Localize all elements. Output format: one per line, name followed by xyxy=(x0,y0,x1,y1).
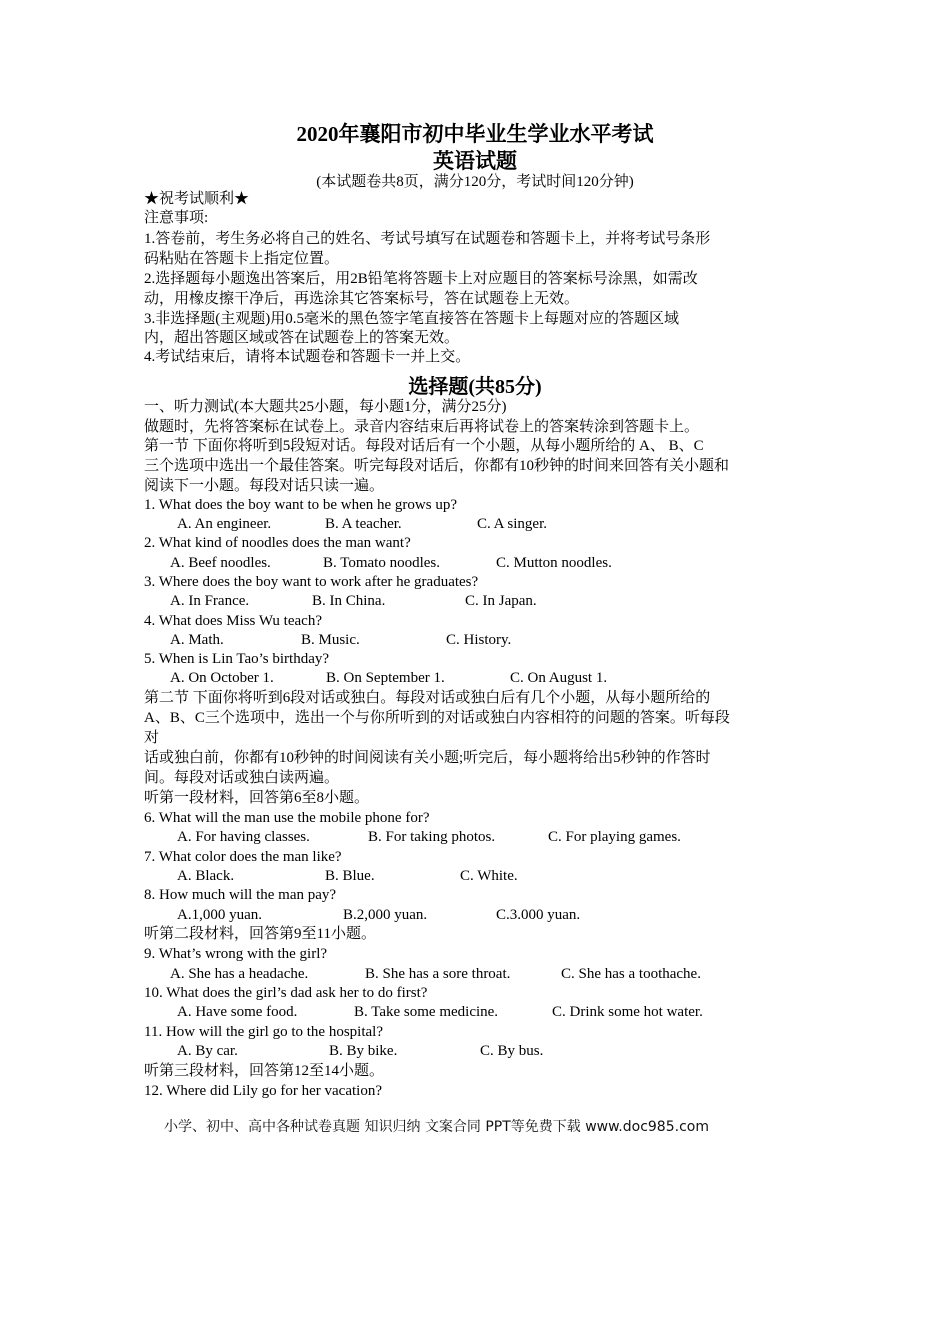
option-c: C. Mutton noodles. xyxy=(496,555,612,571)
option-c: C. History. xyxy=(446,632,512,648)
question: 3. Where does the boy want to work after he graduates? xyxy=(144,574,479,590)
option-b: B. Blue. xyxy=(325,868,375,884)
option-b: B. Tomato noodles. xyxy=(323,555,441,571)
section2-line: 第二节 下面你将听到6段对话或独白。每段对话或独白后有几个小题，从每小题所给的 xyxy=(144,690,711,706)
notice-line: 1.答卷前，考生务必将自己的姓名、考试号填写在试题卷和答题卡上，并将考试号条形 xyxy=(144,231,711,247)
notice-line: 内，超出答题区域或答在试题卷上的答案无效。 xyxy=(144,330,460,346)
exam-title: 2020年襄阳市初中毕业生学业水平考试 xyxy=(296,122,654,146)
option-c: C. By bus. xyxy=(480,1043,544,1059)
section1-line: 阅读下一小题。每段对话只读一遍。 xyxy=(144,478,385,494)
exam-subject: 英语试题 xyxy=(433,149,517,173)
page-footer: 小学、初中、高中各种试卷真题 知识归纳 文案合同 PPT等免费下载 www.doc985.com xyxy=(164,1119,709,1135)
option-b: B. She has a sore throat. xyxy=(365,966,511,982)
option-b: B. Take some medicine. xyxy=(354,1004,499,1020)
option-a: A. In France. xyxy=(170,593,250,609)
option-a: A. An engineer. xyxy=(177,516,272,532)
section2-line: 话或独白前，你都有10秒钟的时间阅读有关小题;听完后，每小题将给出5秒钟的作答时 xyxy=(144,750,711,766)
wish-line: ★祝考试顺利★ xyxy=(144,191,250,207)
option-a: A. By car. xyxy=(177,1043,238,1059)
question: 8. How much will the man pay? xyxy=(144,887,337,903)
option-a: A. Math. xyxy=(170,632,224,648)
material-line: 听第三段材料，回答第12至14小题。 xyxy=(144,1063,385,1079)
option-c: C. She has a toothache. xyxy=(561,966,701,982)
notice-line: 码粘贴在答题卡上指定位置。 xyxy=(144,251,340,267)
section2-line: A、B、C三个选项中，选出一个与你所听到的对话或独白内容相符的问题的答案。听每段 xyxy=(144,710,730,726)
option-b: B. In China. xyxy=(312,593,386,609)
option-a: A. She has a headache. xyxy=(170,966,309,982)
question: 11. How will the girl go to the hospital? xyxy=(144,1024,383,1040)
option-c: C. On August 1. xyxy=(510,670,608,686)
material-line: 听第一段材料，回答第6至8小题。 xyxy=(144,790,370,806)
question: 5. When is Lin Tao’s birthday? xyxy=(144,651,330,667)
option-c: C. White. xyxy=(460,868,518,884)
option-a: A. On October 1. xyxy=(170,670,274,686)
notice-line: 2.选择题每小题逸出答案后，用2B铅笔将答题卡上对应题目的答案标号涂黑，如需改 xyxy=(144,271,698,287)
section-heading: 选择题(共85分) xyxy=(408,376,542,398)
instruction-line: 做题时，先将答案标在试卷上。录音内容结束后再将试卷上的答案转涂到答题卡上。 xyxy=(144,419,700,435)
notice-line: 4.考试结束后，请将本试题卷和答题卡一并上交。 xyxy=(144,349,471,365)
part-title: 一、听力测试(本大题共25小题，每小题1分，满分25分) xyxy=(144,399,507,415)
option-c: C. In Japan. xyxy=(465,593,537,609)
option-a: A. Have some food. xyxy=(177,1004,298,1020)
option-b: B. On September 1. xyxy=(326,670,445,686)
question: 1. What does the boy want to be when he grows up? xyxy=(144,497,457,513)
section2-line: 对 xyxy=(144,730,160,746)
option-a: A. For having classes. xyxy=(177,829,310,845)
notice-line: 3.非选择题(主观题)用0.5毫米的黑色签字笔直接答在答题卡上每题对应的答题区域 xyxy=(144,311,679,327)
question: 6. What will the man use the mobile phone for? xyxy=(144,810,430,826)
option-a: A.1,000 yuan. xyxy=(177,907,262,923)
section1-line: 第一节 下面你将听到5段短对话。每段对话后有一个小题，从每小题所给的 A、 B、C xyxy=(144,438,704,454)
option-c: C. For playing games. xyxy=(548,829,681,845)
option-a: A. Black. xyxy=(177,868,235,884)
option-b: B. Music. xyxy=(301,632,360,648)
notice-line: 动，用橡皮擦干净后，再选涂其它答案标号，答在试题卷上无效。 xyxy=(144,291,580,307)
option-c: C.3.000 yuan. xyxy=(496,907,581,923)
option-a: A. Beef noodles. xyxy=(170,555,271,571)
option-b: B.2,000 yuan. xyxy=(343,907,428,923)
section2-line: 间。每段对话或独白读两遍。 xyxy=(144,770,340,786)
question: 4. What does Miss Wu teach? xyxy=(144,613,322,629)
question: 7. What color does the man like? xyxy=(144,849,342,865)
exam-info: (本试题卷共8页，满分120分，考试时间120分钟) xyxy=(316,174,634,190)
option-b: B. For taking photos. xyxy=(368,829,496,845)
question: 2. What kind of noodles does the man want? xyxy=(144,535,411,551)
question: 10. What does the girl’s dad ask her to do first? xyxy=(144,985,428,1001)
option-c: C. Drink some hot water. xyxy=(552,1004,703,1020)
notice-label: 注意事项: xyxy=(144,210,209,226)
question: 12. Where did Lily go for her vacation? xyxy=(144,1083,382,1099)
section1-line: 三个选项中选出一个最佳答案。听完每段对话后，你都有10秒钟的时间来回答有关小题和 xyxy=(144,458,730,474)
option-b: B. A teacher. xyxy=(325,516,402,532)
option-c: C. A singer. xyxy=(477,516,548,532)
option-b: B. By bike. xyxy=(329,1043,398,1059)
question: 9. What’s wrong with the girl? xyxy=(144,946,328,962)
material-line: 听第二段材料，回答第9至11小题。 xyxy=(144,926,376,942)
